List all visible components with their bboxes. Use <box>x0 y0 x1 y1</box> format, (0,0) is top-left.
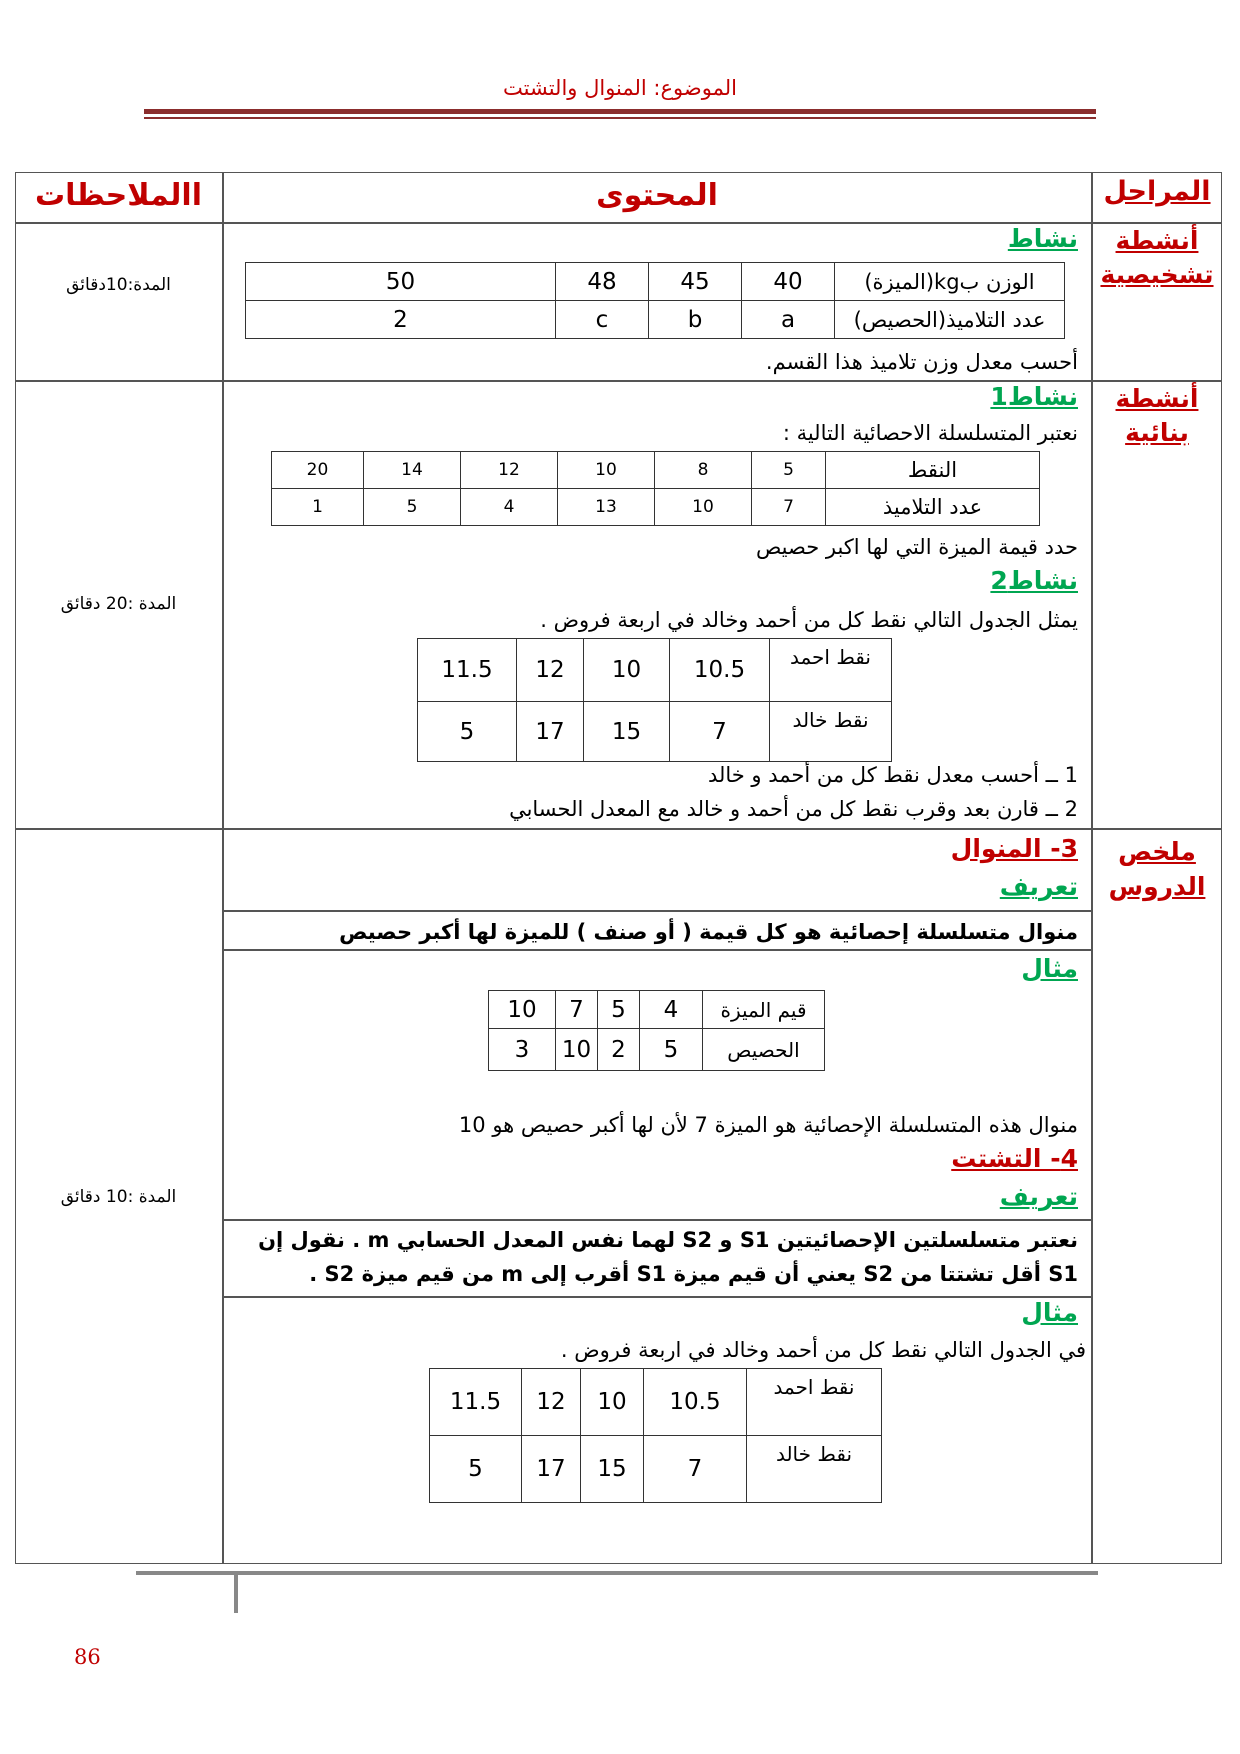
cell: a <box>742 301 835 339</box>
cell: 11.5 <box>430 1369 522 1436</box>
definition-box-bottom <box>222 949 1091 951</box>
cell: 48 <box>556 263 649 301</box>
cell: c <box>556 301 649 339</box>
cell: 3 <box>489 1029 556 1071</box>
cell: 4 <box>640 991 703 1029</box>
cell: 12 <box>517 639 584 702</box>
dispersion-example-heading: مثال <box>1021 1298 1078 1327</box>
row-label: نقط خالد <box>770 702 892 762</box>
activity1-heading: نشاط1 <box>990 382 1078 411</box>
cell: 45 <box>649 263 742 301</box>
cell: 4 <box>461 489 558 526</box>
mode-definition: منوال متسلسلة إحصائية هو كل قيمة ( أو صنف ) للميزة لها أكبر حصيص <box>339 920 1078 944</box>
cell: 10 <box>558 452 655 489</box>
dispersion-intro: في الجدول التالي نقط كل من أحمد وخالد في اربعة فروض . <box>560 1338 1086 1362</box>
header-divider-thin <box>144 117 1096 119</box>
row-label: نقط احمد <box>747 1369 882 1436</box>
cell: 5 <box>598 991 640 1029</box>
duration-section1: المدة:10دقائق <box>66 275 171 295</box>
cell: 10.5 <box>644 1369 747 1436</box>
mode-heading: 3- المنوال <box>950 834 1078 863</box>
row-label: قيم الميزة <box>703 991 825 1029</box>
activity1-intro: نعتبر المتسلسلة الاحصائية التالية : <box>782 421 1078 445</box>
cell: 10 <box>489 991 556 1029</box>
cell: 2 <box>598 1029 640 1071</box>
cell: 50 <box>246 263 556 301</box>
stage-constructive: أنشطة بنائية <box>1115 384 1199 447</box>
activity2-intro: يمثل الجدول التالي نقط كل من أحمد وخالد في اربعة فروض . <box>540 608 1078 632</box>
cell: 1 <box>272 489 364 526</box>
cell: 7 <box>752 489 826 526</box>
cell: 5 <box>640 1029 703 1071</box>
row-label: نقط خالد <box>747 1436 882 1503</box>
question-2: 2 ــ قارن بعد وقرب نقط كل من أحمد و خالد مع المعدل الحسابي <box>509 797 1078 821</box>
row-label: نقط احمد <box>770 639 892 702</box>
cell: 8 <box>655 452 752 489</box>
definition-box-top <box>222 1219 1091 1221</box>
cell: 12 <box>522 1369 581 1436</box>
mode-example-heading: مثال <box>1021 954 1078 983</box>
column-header-stages: المراحل <box>1103 176 1211 207</box>
column-header-content: المحتوى <box>596 178 718 213</box>
stage-summary: ملخص الدروس <box>1108 837 1206 901</box>
cell: 10.5 <box>670 639 770 702</box>
footer-divider <box>136 1571 1098 1575</box>
mode-definition-heading: تعريف <box>999 872 1078 901</box>
stage-diagnostic: أنشطة تشخيصية <box>1100 226 1214 289</box>
cell: 17 <box>522 1436 581 1503</box>
cell: 14 <box>364 452 461 489</box>
cell: 7 <box>644 1436 747 1503</box>
cell: 7 <box>670 702 770 762</box>
cell: 20 <box>272 452 364 489</box>
weight-table <box>245 262 1065 339</box>
row-label: عدد التلاميذ <box>826 489 1040 526</box>
cell: 7 <box>556 991 598 1029</box>
cell: 11.5 <box>418 639 517 702</box>
activity1-task: حدد قيمة الميزة التي لها اكبر حصيص <box>755 535 1078 559</box>
duration-section2: المدة :20 دقائق <box>60 594 177 614</box>
cell: 17 <box>517 702 584 762</box>
task-text: أحسب معدل وزن تلاميذ هذا القسم. <box>765 350 1078 374</box>
cell: 15 <box>584 702 670 762</box>
row-label: النقط <box>826 452 1040 489</box>
page-number: 86 <box>74 1645 101 1669</box>
footer-tick <box>234 1575 238 1613</box>
cell: b <box>649 301 742 339</box>
scores-table <box>417 638 892 762</box>
row-divider-2 <box>15 828 1222 830</box>
cell: 40 <box>742 263 835 301</box>
cell: 10 <box>556 1029 598 1071</box>
cell: 2 <box>246 301 556 339</box>
column-header-notes: االملاحظات <box>35 178 202 213</box>
page-title: الموضوع: المنوال والتشتت <box>503 76 737 100</box>
question-1: 1 ــ أحسب معدل نقط كل من أحمد و خالد <box>707 763 1078 787</box>
row-label: الوزن بkg(الميزة) <box>835 263 1065 301</box>
cell: 5 <box>364 489 461 526</box>
cell: 5 <box>752 452 826 489</box>
cell: 10 <box>581 1369 644 1436</box>
cell: 15 <box>581 1436 644 1503</box>
header-divider <box>144 109 1096 114</box>
dispersion-definition: نعتبر متسلسلتين الإحصائيتين S1 و S2 لهما نفس المعدل الحسابي m . نقول إن S1 أقل تشتتا من S2 يعني أن قيم ميزة S1 أقرب إلى m من قيم ميزة S2 . <box>258 1228 1078 1286</box>
mode-conclusion: منوال هذه المتسلسلة الإحصائية هو الميزة 7 لأن لها أكبر حصيص هو 10 <box>458 1113 1078 1137</box>
dispersion-heading: 4- التشتت <box>951 1144 1078 1173</box>
mode-example-table <box>488 990 825 1071</box>
cell: 10 <box>584 639 670 702</box>
dispersion-example-table <box>429 1368 882 1503</box>
dispersion-definition-heading: تعريف <box>999 1182 1078 1211</box>
definition-box-top <box>222 910 1091 912</box>
cell: 5 <box>430 1436 522 1503</box>
row-label: عدد التلاميذ(الحصيص) <box>835 301 1065 339</box>
activity2-heading: نشاط2 <box>990 566 1078 595</box>
cell: 13 <box>558 489 655 526</box>
duration-section3: المدة :10 دقائق <box>60 1187 177 1207</box>
row-label: الحصيص <box>703 1029 825 1071</box>
activity-heading: نشاط <box>1007 224 1078 253</box>
grades-table <box>271 451 1040 526</box>
cell: 12 <box>461 452 558 489</box>
cell: 5 <box>418 702 517 762</box>
cell: 10 <box>655 489 752 526</box>
